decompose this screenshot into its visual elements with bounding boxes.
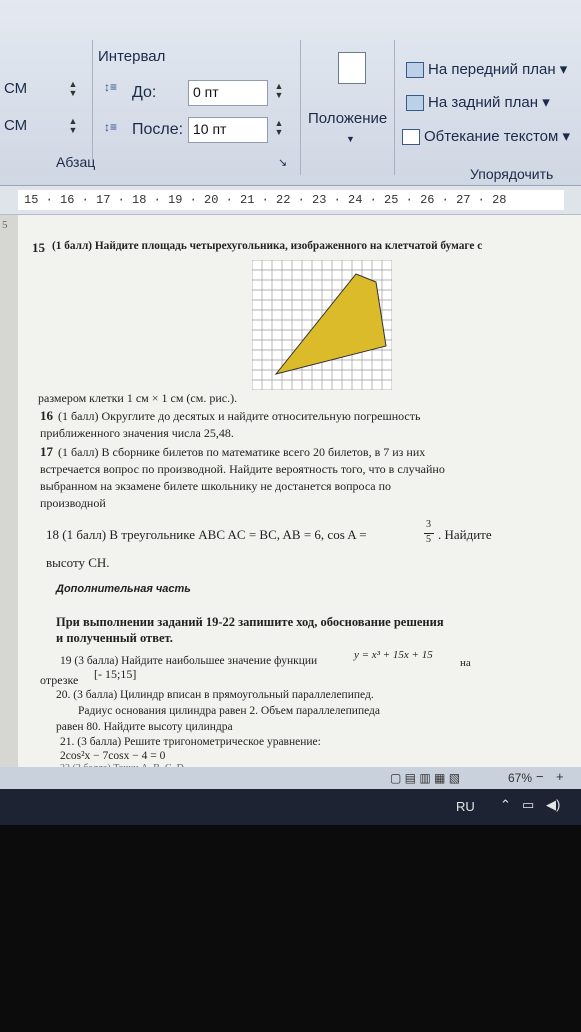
q15-number: 15 [32, 240, 45, 255]
after-value-label: СМ [4, 117, 28, 134]
after-spinner-icon[interactable]: ▲ ▼ [68, 116, 78, 135]
q17-line1: (1 балл) В сборнике билетов по математике всего 20 билетов, в 7 из них [58, 445, 426, 459]
page-number: 5 [2, 219, 8, 231]
spacing-after-input[interactable]: 10 пт [188, 117, 268, 143]
group-divider [394, 40, 395, 175]
language-indicator[interactable]: RU [456, 799, 475, 814]
bring-forward-button[interactable]: На передний план ▾ [406, 60, 567, 78]
q18-fraction-denominator: 5 [426, 534, 431, 545]
spacing-before-spinner-icon[interactable]: ▲ ▼ [274, 81, 284, 100]
instruction-line2: и полученный ответ. [56, 631, 173, 645]
do-label: До: [132, 84, 157, 101]
spacing-after-icon: ↕≡ [104, 120, 118, 134]
q20-line1: 20. (3 балла) Цилиндр вписан в прямоугольный параллелепипед. [56, 689, 374, 701]
dialog-launcher-icon[interactable]: ↘ [278, 157, 288, 169]
q18-line2: высоту CH. [46, 555, 110, 570]
ribbon [0, 0, 581, 186]
q17-line4: производной [40, 496, 106, 510]
q19-segment-label: отрезке [40, 673, 79, 687]
before-spinner-icon[interactable]: ▲ ▼ [68, 79, 78, 98]
document-area [0, 215, 581, 767]
zoom-level[interactable]: 67% [508, 771, 533, 785]
send-backward-label: На задний план [428, 94, 539, 111]
position-button[interactable]: Положение [308, 110, 388, 127]
spacing-before-input[interactable]: 0 пт [188, 80, 268, 106]
posle-label: После: [132, 121, 184, 138]
network-icon[interactable]: ▭ [522, 797, 535, 812]
zoom-in-icon[interactable]: + [556, 769, 564, 784]
q20-line3: равен 80. Найдите высоту цилиндра [56, 721, 233, 733]
view-buttons[interactable]: ▢ ▤ ▥ ▦ ▧ [390, 771, 461, 785]
q19-segment: [- 15;15] [94, 667, 137, 681]
wrap-text-icon [402, 129, 420, 145]
q19-text: 19 (3 балла) Найдите наибольшее значение функции [60, 655, 318, 667]
q17-line3: выбранном на экзамене билете школьнику не достанется вопроса по [40, 479, 392, 493]
bring-forward-icon [406, 62, 424, 78]
zoom-out-icon[interactable]: − [536, 769, 544, 784]
group-divider [300, 40, 301, 175]
interval-label: Интервал [98, 48, 166, 65]
q21-line1: 21. (3 балла) Решите тригонометрическое уравнение: [60, 736, 321, 748]
q18-fraction-numerator: 3 [426, 519, 431, 530]
q19-function: y = x³ + 15x + 15 [354, 649, 433, 661]
tray-up-arrow-icon[interactable]: ⌃ [500, 797, 511, 812]
group-divider [92, 40, 93, 160]
spacing-before-icon: ↕≡ [104, 80, 118, 94]
q17-number: 17 [40, 444, 53, 459]
grid-quadrilateral-figure[interactable] [252, 260, 392, 390]
position-icon[interactable] [338, 52, 366, 84]
send-backward-button[interactable]: На задний план ▾ [406, 93, 550, 111]
paragraph-group-label: Абзац [56, 154, 96, 170]
q18-find: . Найдите [438, 527, 492, 542]
extra-part-heading: Дополнительная часть [56, 583, 191, 595]
q15-text: (1 балл) Найдите площадь четырехугольника, изображенного на клетчатой бумаге с [52, 240, 483, 252]
ruler [0, 186, 581, 215]
q16-number: 16 [40, 408, 53, 423]
q16-line1: (1 балл) Округлите до десятых и найдите относительную погрешность [58, 409, 421, 423]
taskbar [0, 789, 581, 825]
document-page[interactable] [18, 215, 581, 767]
q16-line2: приближенного значения числа 25,48. [40, 426, 234, 440]
before-value-label: СМ [4, 80, 28, 97]
status-bar [0, 767, 581, 789]
q20-line2: Радиус основания цилиндра равен 2. Объем параллелепипеда [78, 705, 381, 717]
wrap-text-label: Обтекание текстом [424, 128, 559, 145]
volume-icon[interactable]: ◀) [546, 797, 561, 812]
q18-line1: 18 (1 балл) В треугольнике ABC AC = BC, AB = 6, cos A = [46, 527, 367, 542]
spacing-after-spinner-icon[interactable]: ▲ ▼ [274, 118, 284, 137]
ruler-scale[interactable]: 15 · 16 · 17 · 18 · 19 · 20 · 21 · 22 · 23 · 24 · 25 · 26 · 27 · 28 [18, 190, 564, 210]
arrange-group-label: Упорядочить [470, 166, 554, 182]
q19-on: на [460, 657, 471, 669]
instruction-line1: При выполнении заданий 19-22 запишите ход, обоснование решения [56, 615, 444, 629]
wrap-text-button[interactable]: Обтекание текстом ▾ [402, 127, 570, 145]
q21-equation: 2cos²x − 7cosx − 4 = 0 [60, 750, 166, 762]
bring-forward-label: На передний план [428, 61, 556, 78]
q17-line2: встречается вопрос по производной. Найдите вероятность того, что в случайно [40, 462, 445, 476]
q15-continuation: размером клетки 1 см × 1 см (см. рис.). [38, 391, 238, 405]
send-backward-icon [406, 95, 424, 111]
position-dropdown-icon[interactable]: ▼ [346, 134, 355, 144]
